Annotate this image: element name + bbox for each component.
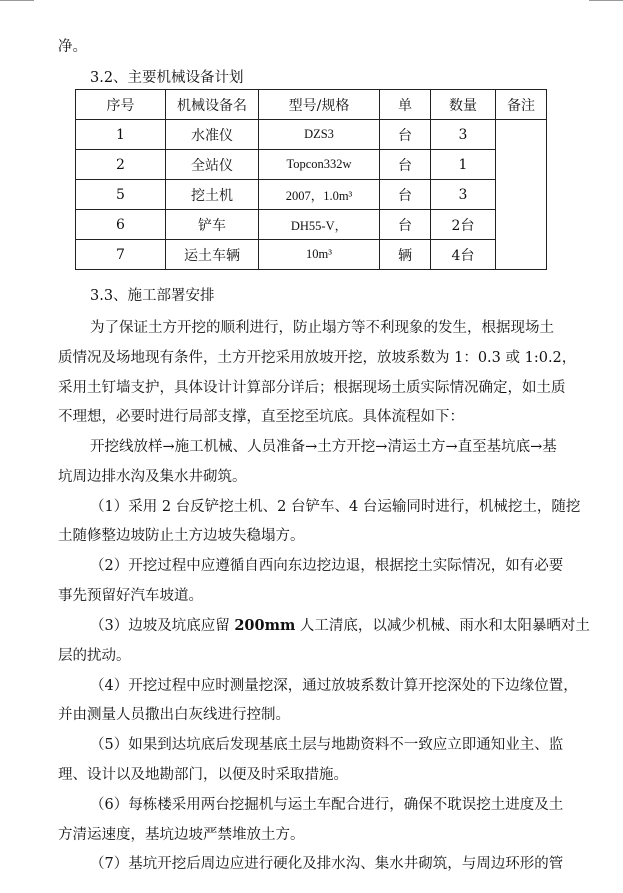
paragraph-line: 质情况及场地现有条件，土方开挖采用放坡开挖，放坡系数为 1：0.3 或 1:0.2， xyxy=(58,350,577,366)
cell-no: 1 xyxy=(76,120,166,150)
emphasis-value: 200mm xyxy=(234,617,296,634)
text-segment: 人工清底，以减少机械、雨水和太阳暴晒对土 xyxy=(295,618,590,634)
paragraph-line xyxy=(90,614,590,635)
cell-unit: 辆 xyxy=(380,240,431,270)
cell-qty: 4台 xyxy=(431,240,496,270)
table-row xyxy=(76,150,547,180)
section-heading-3-2: 3.2、主要机械设备计划 xyxy=(90,70,244,86)
page-corner-mark-right xyxy=(589,0,623,1)
cell-no: 2 xyxy=(76,150,166,180)
paragraph-line: （5）如果到达坑底后发现基底土层与地勘资料不一致应立即通知业主、监 xyxy=(90,737,564,753)
page-corner-mark-left xyxy=(0,0,34,1)
header-cell-no: 序号 xyxy=(76,90,166,120)
top-fragment: 净。 xyxy=(58,39,87,55)
cell-model: 10m³ xyxy=(259,240,380,270)
cell-unit: 台 xyxy=(380,120,431,150)
paragraph-line: （6）每栋楼采用两台挖掘机与运土车配合进行，确保不耽误挖土进度及土 xyxy=(90,797,564,813)
cell-qty: 3 xyxy=(431,180,496,210)
cell-name: 铲车 xyxy=(166,210,259,240)
cell-qty: 3 xyxy=(431,120,496,150)
equipment-table xyxy=(75,89,547,270)
paragraph-line: （2）开挖过程中应遵循自西向东边挖边退，根据挖土实际情况，如有必要 xyxy=(90,558,564,574)
header-cell-model: 型号/规格 xyxy=(259,90,380,120)
cell-no: 5 xyxy=(76,180,166,210)
header-cell-name: 机械设备名 xyxy=(166,90,259,120)
table-row xyxy=(76,180,547,210)
table-row xyxy=(76,120,547,150)
cell-unit: 台 xyxy=(380,180,431,210)
paragraph-line: （7）基坑开挖后周边应进行硬化及排水沟、集水井砌筑，与周边环形的管 xyxy=(90,856,564,872)
cell-name: 运土车辆 xyxy=(166,240,259,270)
paragraph-line: 并由测量人员撒出白灰线进行控制。 xyxy=(58,707,290,723)
paragraph-line: 采用土钉墙支护，具体设计计算部分详后；根据现场土质实际情况确定，如土质 xyxy=(58,380,566,396)
header-cell-unit: 单 xyxy=(380,90,431,120)
header-cell-qty: 数量 xyxy=(431,90,496,120)
paragraph-line: （4）开挖过程中应时测量挖深，通过放坡系数计算开挖深处的下边缘位置， xyxy=(90,678,578,694)
cell-unit: 台 xyxy=(380,150,431,180)
paragraph-line: 理、设计以及地勘部门，以便及时采取措施。 xyxy=(58,767,348,783)
paragraph-line: 为了保证土方开挖的顺利进行，防止塌方等不利现象的发生，根据现场土 xyxy=(90,320,554,336)
cell-no: 6 xyxy=(76,210,166,240)
table-row xyxy=(76,210,547,240)
paragraph-line: 事先预留好汽车坡道。 xyxy=(58,588,203,604)
paragraph-line: 方清运速度，基坑边坡严禁堆放土方。 xyxy=(58,827,305,843)
section-heading-3-3: 3.3、施工部署安排 xyxy=(90,288,215,304)
cell-model: Topcon332w xyxy=(259,150,380,180)
cell-remark xyxy=(496,120,547,270)
cell-name: 全站仪 xyxy=(166,150,259,180)
cell-unit: 台 xyxy=(380,210,431,240)
flow-line: 开挖线放样→施工机械、人员准备→土方开挖→清运土方→直至基坑底→基 xyxy=(90,439,557,455)
cell-qty: 1 xyxy=(431,150,496,180)
paragraph-line: 层的扰动。 xyxy=(58,648,131,664)
cell-no: 7 xyxy=(76,240,166,270)
header-cell-remark: 备注 xyxy=(496,90,547,120)
cell-model: 2007，1.0m³ xyxy=(259,180,380,210)
cell-name: 挖土机 xyxy=(166,180,259,210)
paragraph-line: 不理想，必要时进行局部支撑，直至挖至坑底。具体流程如下： xyxy=(58,409,464,425)
table-header-row xyxy=(76,90,547,120)
flow-line: 坑周边排水沟及集水井砌筑。 xyxy=(58,469,247,485)
table-row xyxy=(76,240,547,270)
text-segment: （3）边坡及坑底应留 xyxy=(90,618,235,634)
cell-name: 水准仪 xyxy=(166,120,259,150)
cell-qty: 2台 xyxy=(431,210,496,240)
cell-model: DH55-V， xyxy=(259,210,380,240)
paragraph-line: （1）采用 2 台反铲挖土机、2 台铲车、4 台运输同时进行，机械挖土，随挖 xyxy=(90,499,581,515)
cell-model: DZS3 xyxy=(259,120,380,150)
paragraph-line: 土随修整边坡防止土方边坡失稳塌方。 xyxy=(58,528,305,544)
